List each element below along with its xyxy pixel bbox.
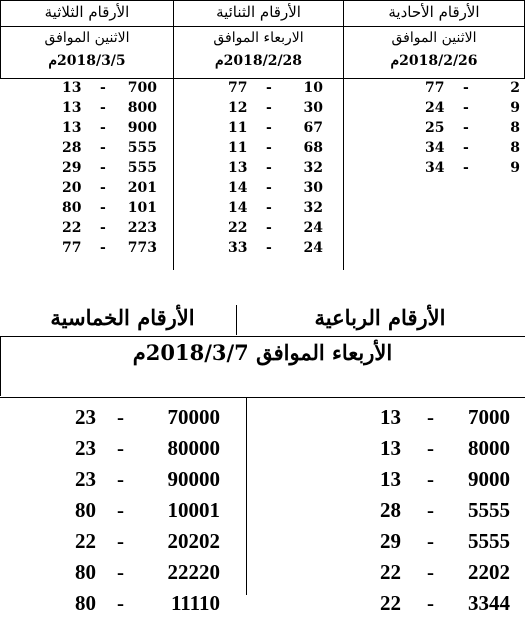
col-title: الأرقام الثلاثية (44, 3, 130, 21)
list-item (75, 402, 220, 433)
list-item (228, 238, 323, 258)
value-b: 22 (75, 529, 96, 553)
list-item (425, 138, 520, 158)
dash: - (117, 405, 124, 429)
dash: - (427, 436, 434, 460)
dash: - (266, 140, 272, 156)
list-item (75, 495, 220, 526)
value-b: 25 (425, 120, 445, 136)
dash: - (117, 436, 124, 460)
value-b: 13 (62, 120, 82, 136)
value-a: 3344 (468, 591, 510, 615)
list-item (62, 118, 157, 138)
value-b: 13 (380, 405, 401, 429)
bottom-line-mid (246, 397, 247, 595)
value-a: 9 (510, 160, 520, 176)
list-item (228, 98, 323, 118)
value-b: 14 (228, 200, 248, 216)
value-b: 80 (75, 591, 96, 615)
dash: - (100, 220, 106, 236)
value-a: 68 (303, 140, 323, 156)
dash: - (427, 560, 434, 584)
value-a: 5555 (468, 498, 510, 522)
value-a: 10 (303, 80, 323, 96)
list-item (62, 198, 157, 218)
value-b: 77 (425, 80, 445, 96)
value-a: 9 (510, 100, 520, 116)
dash: - (427, 591, 434, 615)
value-b: 29 (62, 160, 82, 176)
value-a: 223 (127, 220, 157, 236)
value-a: 101 (127, 200, 157, 216)
value-a: 900 (127, 120, 157, 136)
value-a: 24 (303, 240, 323, 256)
col-date: 2018/2/28م (214, 53, 303, 69)
list-item (228, 118, 323, 138)
dash: - (266, 240, 272, 256)
value-a: 24 (303, 220, 323, 236)
dash: - (117, 498, 124, 522)
list-item (228, 138, 323, 158)
dash: - (463, 120, 469, 136)
col-title: الأرقام الثنائية (216, 3, 301, 21)
list-item (62, 138, 157, 158)
dash: - (463, 160, 469, 176)
col-day: الاثنين الموافق (44, 30, 130, 46)
value-a: 20202 (167, 529, 220, 553)
value-b: 80 (75, 498, 96, 522)
value-b: 23 (75, 405, 96, 429)
list-item (228, 178, 323, 198)
value-a: 2202 (468, 560, 510, 584)
list-item (380, 402, 510, 433)
grid-line-top (0, 0, 525, 1)
list-fours (380, 402, 510, 619)
value-a: 32 (303, 200, 323, 216)
dash: - (266, 220, 272, 236)
col-title: الأرقام الأحادية (388, 3, 480, 21)
value-a: 67 (303, 120, 323, 136)
value-a: 32 (303, 160, 323, 176)
list-item (380, 433, 510, 464)
value-b: 29 (380, 529, 401, 553)
value-a: 30 (303, 100, 323, 116)
value-a: 555 (127, 160, 157, 176)
value-a: 80000 (167, 436, 220, 460)
list-item (380, 557, 510, 588)
dash: - (100, 140, 106, 156)
list-item (228, 78, 323, 98)
dash: - (266, 120, 272, 136)
value-a: 555 (127, 140, 157, 156)
list-item (62, 238, 157, 258)
list-item (62, 178, 157, 198)
value-b: 80 (62, 200, 82, 216)
value-b: 11 (228, 120, 248, 136)
value-b: 33 (228, 240, 248, 256)
value-a: 700 (127, 80, 157, 96)
value-b: 22 (380, 591, 401, 615)
col-day: الاربعاء الموافق (213, 30, 304, 46)
dash: - (100, 160, 106, 176)
value-b: 13 (228, 160, 248, 176)
dash: - (463, 100, 469, 116)
value-a: 800 (127, 100, 157, 116)
list-item (425, 158, 520, 178)
value-b: 77 (62, 240, 82, 256)
list-item (228, 158, 323, 178)
dash: - (427, 498, 434, 522)
grid-line-sub1 (0, 26, 525, 27)
value-b: 22 (62, 220, 82, 236)
value-a: 7000 (468, 405, 510, 429)
list-item (380, 526, 510, 557)
dash: - (463, 80, 469, 96)
value-b: 34 (425, 140, 445, 156)
value-b: 20 (62, 180, 82, 196)
list-item (62, 158, 157, 178)
list-item (62, 78, 157, 98)
value-a: 11110 (170, 591, 220, 615)
list-item (75, 464, 220, 495)
value-a: 90000 (167, 467, 220, 491)
value-a: 9000 (468, 467, 510, 491)
value-b: 13 (380, 436, 401, 460)
value-b: 28 (62, 140, 82, 156)
value-b: 34 (425, 160, 445, 176)
list-item (75, 557, 220, 588)
value-b: 23 (75, 436, 96, 460)
col-day: الاثنين الموافق (391, 30, 477, 46)
list-threes (62, 78, 157, 258)
value-b: 22 (380, 560, 401, 584)
bottom-divider (236, 305, 237, 335)
value-b: 80 (75, 560, 96, 584)
value-b: 22 (228, 220, 248, 236)
list-item (425, 98, 520, 118)
value-b: 13 (62, 80, 82, 96)
value-a: 8 (510, 140, 520, 156)
title-fives: الأرقام الخماسية (50, 305, 195, 330)
list-item (380, 495, 510, 526)
value-b: 77 (228, 80, 248, 96)
dash: - (100, 200, 106, 216)
list-item (380, 464, 510, 495)
list-item (228, 198, 323, 218)
dash: - (266, 200, 272, 216)
list-item (380, 588, 510, 619)
dash: - (100, 80, 106, 96)
dash: - (266, 80, 272, 96)
value-b: 24 (425, 100, 445, 116)
value-b: 23 (75, 467, 96, 491)
value-b: 28 (380, 498, 401, 522)
dash: - (117, 591, 124, 615)
list-item (75, 526, 220, 557)
title-fours: الأرقام الرباعية (314, 305, 446, 330)
list-ones (425, 78, 520, 178)
value-a: 30 (303, 180, 323, 196)
value-a: 10001 (167, 498, 220, 522)
dash: - (427, 405, 434, 429)
dash: - (266, 100, 272, 116)
bottom-line-2 (0, 397, 525, 398)
value-b: 14 (228, 180, 248, 196)
value-a: 773 (127, 240, 157, 256)
list-item (425, 78, 520, 98)
value-b: 13 (380, 467, 401, 491)
list-item (62, 218, 157, 238)
list-item (75, 588, 220, 619)
value-a: 201 (127, 180, 157, 196)
list-item (425, 118, 520, 138)
dash: - (266, 160, 272, 176)
value-b: 13 (62, 100, 82, 116)
dash: - (100, 240, 106, 256)
dash: - (100, 100, 106, 116)
col-date: 2018/3/5م (48, 53, 126, 69)
list-fives (75, 402, 220, 619)
date-line: الأربعاء الموافق 2018/3/7م (132, 340, 393, 365)
value-a: 8000 (468, 436, 510, 460)
dash: - (463, 140, 469, 156)
dash: - (427, 467, 434, 491)
dash: - (117, 467, 124, 491)
dash: - (117, 529, 124, 553)
col-date: 2018/2/26م (390, 53, 478, 69)
value-b: 12 (228, 100, 248, 116)
dash: - (266, 180, 272, 196)
dash: - (427, 529, 434, 553)
list-twos (228, 78, 323, 258)
list-item (228, 218, 323, 238)
value-a: 22220 (167, 560, 220, 584)
dash: - (100, 180, 106, 196)
bottom-line-1 (0, 336, 525, 337)
value-b: 11 (228, 140, 248, 156)
value-a: 8 (510, 120, 520, 136)
value-a: 70000 (167, 405, 220, 429)
dash: - (117, 560, 124, 584)
list-item (62, 98, 157, 118)
list-item (75, 433, 220, 464)
value-a: 2 (510, 80, 520, 96)
value-a: 5555 (468, 529, 510, 553)
dash: - (100, 120, 106, 136)
